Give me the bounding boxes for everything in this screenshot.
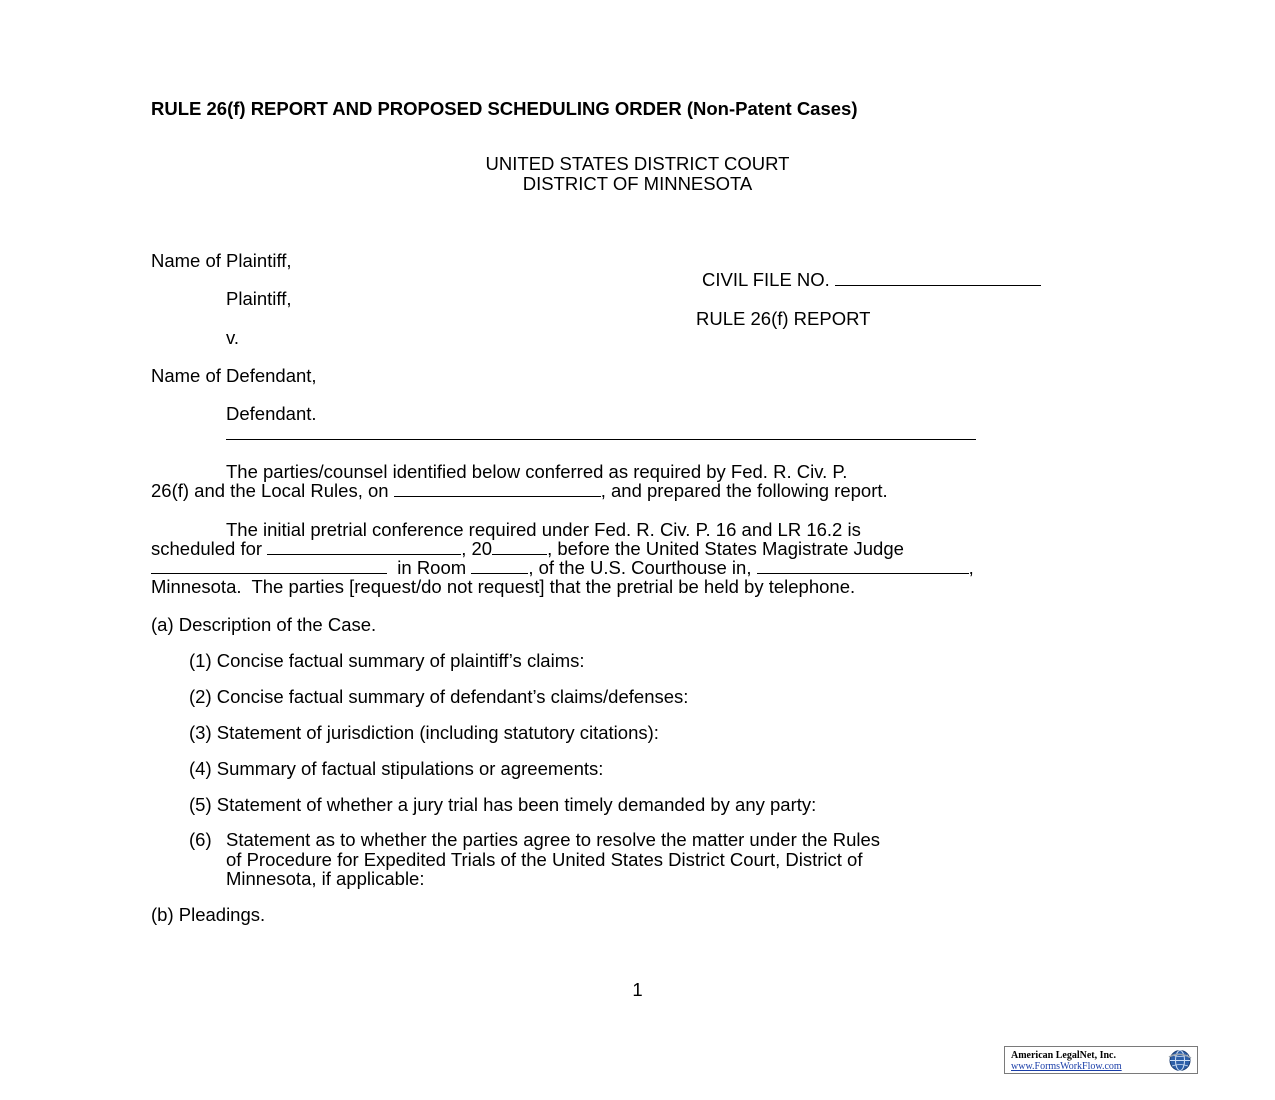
item-text: Statement of jurisdiction (including statutory citations): xyxy=(216,722,659,743)
para2-text-d: in Room xyxy=(397,557,467,578)
caption-divider xyxy=(226,439,976,440)
plaintiff-name: Name of Plaintiff, xyxy=(151,250,292,271)
para2-text-e: , of the U.S. Courthouse in, xyxy=(528,557,752,578)
para2-line4: Minnesota. The parties [request/do not request] that the pretrial be held by telephone. xyxy=(151,576,856,597)
plaintiff-role: Plaintiff, xyxy=(226,288,292,309)
report-label: RULE 26(f) REPORT xyxy=(696,308,871,329)
para1-text-a: 26(f) and the Local Rules, on xyxy=(151,480,389,501)
civil-file-no xyxy=(702,270,1041,289)
document-title: RULE 26(f) REPORT AND PROPOSED SCHEDULING ORDER (Non-Patent Cases) xyxy=(151,98,858,119)
list-item xyxy=(189,687,688,706)
item-text: Statement of whether a jury trial has been timely demanded by any party: xyxy=(216,794,817,815)
item-number: (4) xyxy=(189,758,212,779)
item-number: (2) xyxy=(189,686,212,707)
room-blank[interactable] xyxy=(471,558,528,574)
item-text: Concise factual summary of plaintiff’s claims: xyxy=(216,650,585,671)
defendant-name: Name of Defendant, xyxy=(151,365,317,386)
list-item xyxy=(189,723,659,742)
para1-text-b: , and prepared the following report. xyxy=(600,480,888,501)
item6-line2: of Procedure for Expedited Trials of the United States District Court, District of xyxy=(226,849,863,870)
conference-date-blank[interactable] xyxy=(394,481,601,497)
para2-line2 xyxy=(151,539,904,558)
company-url[interactable]: www.FormsWorkFlow.com xyxy=(1011,1061,1122,1072)
list-item xyxy=(189,651,585,670)
para2-line1: The initial pretrial conference required under Fed. R. Civ. P. 16 and LR 16.2 is xyxy=(226,519,861,540)
para2-text-a: scheduled for xyxy=(151,538,263,559)
court-district: DISTRICT OF MINNESOTA xyxy=(522,173,753,194)
item6-line3: Minnesota, if applicable: xyxy=(226,868,425,889)
item-number: (3) xyxy=(189,722,212,743)
item-number: (1) xyxy=(189,650,212,671)
magistrate-judge-blank[interactable] xyxy=(151,558,387,574)
para2-text-f: , xyxy=(968,557,974,578)
courthouse-city-blank[interactable] xyxy=(757,558,969,574)
court-name: UNITED STATES DISTRICT COURT xyxy=(485,153,790,174)
globe-icon xyxy=(1168,1049,1192,1072)
defendant-role: Defendant. xyxy=(226,403,317,424)
versus: v. xyxy=(226,327,240,348)
item6-line1: Statement as to whether the parties agree to resolve the matter under the Rules xyxy=(226,829,881,850)
item-number: (5) xyxy=(189,794,212,815)
item6-number: (6) xyxy=(189,829,212,850)
para2-line3 xyxy=(151,558,974,577)
list-item xyxy=(189,795,816,814)
item-text: Concise factual summary of defendant’s claims/defenses: xyxy=(216,686,689,707)
item-text: Summary of factual stipulations or agreements: xyxy=(216,758,604,779)
pretrial-year-blank[interactable] xyxy=(492,539,547,555)
company-name: American LegalNet, Inc. xyxy=(1011,1050,1116,1061)
civil-file-blank[interactable] xyxy=(835,270,1041,286)
section-a-heading: (a) Description of the Case. xyxy=(151,614,377,635)
footer-logo[interactable] xyxy=(1004,1046,1198,1074)
para2-text-c: , before the United States Magistrate Judge xyxy=(547,538,904,559)
pretrial-date-blank[interactable] xyxy=(267,539,461,555)
para2-text-b: , 20 xyxy=(461,538,493,559)
list-item xyxy=(189,759,603,778)
civil-file-label: CIVIL FILE NO. xyxy=(702,269,830,290)
page-number: 1 xyxy=(632,979,643,1000)
para1-line1: The parties/counsel identified below conferred as required by Fed. R. Civ. P. xyxy=(226,461,848,482)
section-b-heading: (b) Pleadings. xyxy=(151,904,266,925)
para1-line2 xyxy=(151,481,888,500)
